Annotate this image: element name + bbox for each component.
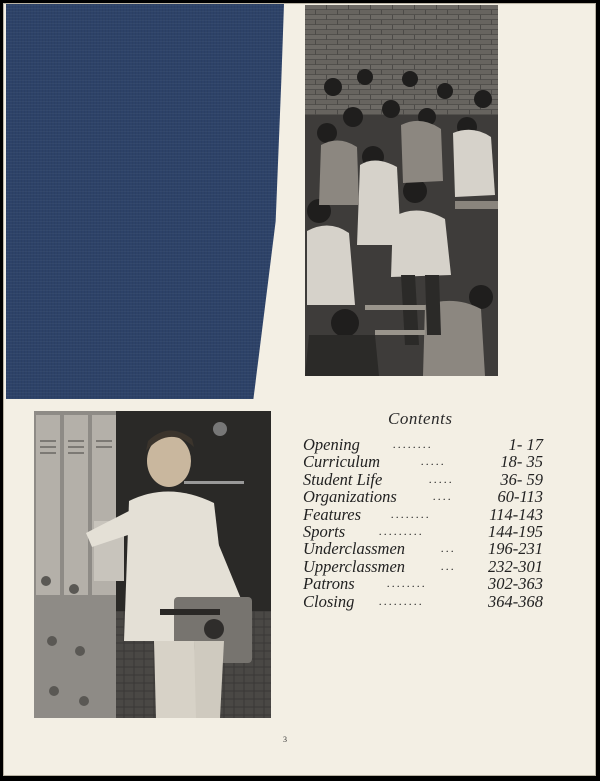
toc-leader-dots: ......... <box>379 523 424 538</box>
toc-leader-dots: ........ <box>387 576 427 591</box>
toc-section-name: Patrons <box>303 574 355 594</box>
toc-page-range: 18- 35 <box>500 452 543 472</box>
blue-cloth-texture <box>6 4 284 399</box>
toc-page-range: 144-195 <box>488 521 543 541</box>
page-number: 3 <box>283 735 287 744</box>
yearbook-page <box>3 3 596 776</box>
table-of-contents <box>303 436 543 610</box>
toc-section-name: Closing <box>303 591 355 611</box>
toc-section-name: Underclassmen <box>303 539 406 559</box>
toc-row <box>303 436 543 453</box>
toc-page-range: 232-301 <box>488 556 543 576</box>
students-on-stairs-photo <box>305 5 498 376</box>
toc-row <box>303 593 543 610</box>
toc-section-name: Student Life <box>303 469 383 489</box>
toc-leader-dots: ........ <box>391 506 431 521</box>
student-at-locker-photo <box>34 411 271 718</box>
toc-page-range: 364-368 <box>488 591 543 611</box>
toc-leader-dots: ..... <box>429 471 454 486</box>
toc-leader-dots: ......... <box>379 593 424 608</box>
toc-page-range: 196-231 <box>488 539 543 559</box>
toc-page-range: 1- 17 <box>508 435 543 454</box>
toc-section-name: Opening <box>303 435 360 454</box>
toc-row <box>303 471 543 488</box>
toc-leader-dots: ........ <box>393 437 433 451</box>
toc-page-range: 60-113 <box>497 487 543 507</box>
toc-page-range: 36- 59 <box>500 469 543 489</box>
toc-section-name: Organizations <box>303 487 397 507</box>
toc-page-range: 302-363 <box>488 574 543 594</box>
toc-leader-dots: ... <box>441 541 456 556</box>
toc-row <box>303 453 543 470</box>
toc-leader-dots: .... <box>433 489 453 504</box>
toc-row <box>303 575 543 592</box>
toc-leader-dots: ..... <box>421 454 446 469</box>
contents-heading: Contents <box>388 409 453 428</box>
toc-row <box>303 488 543 505</box>
toc-section-name: Curriculum <box>303 452 381 472</box>
toc-row <box>303 540 543 557</box>
toc-section-name: Upperclassmen <box>303 556 406 576</box>
toc-row <box>303 523 543 540</box>
toc-section-name: Sports <box>303 521 346 541</box>
toc-section-name: Features <box>303 504 362 524</box>
toc-row <box>303 506 543 523</box>
toc-row <box>303 558 543 575</box>
toc-leader-dots: ... <box>441 558 456 573</box>
toc-page-range: 114-143 <box>489 504 543 524</box>
